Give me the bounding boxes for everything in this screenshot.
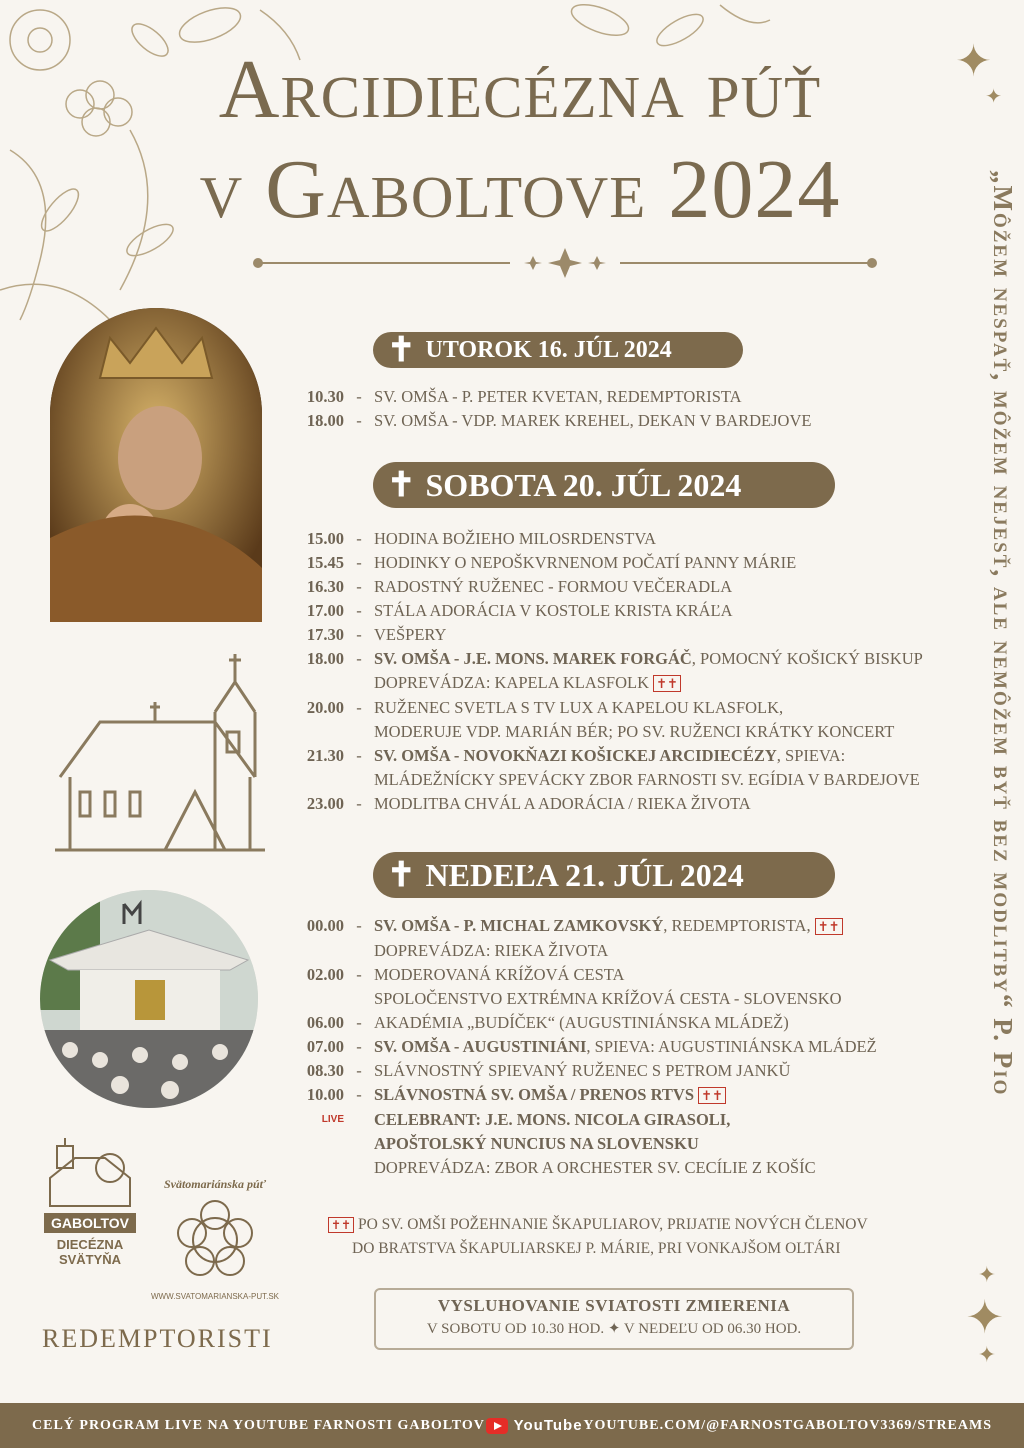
schedule-row: 02.00 - MODEROVANÁ KRÍŽOVÁ CESTA	[306, 965, 625, 984]
confession-saturday: V SOBOTU OD 10.30 HOD.	[426, 1321, 605, 1337]
day-label: UTOROK 16. JÚL 2024	[425, 336, 672, 363]
schedule-row: 18.00 - SV. OMŠA - VDP. MAREK KREHEL, DEKAN V BARDEJOVE	[306, 411, 812, 430]
day-header-sunday	[373, 852, 835, 898]
schedule-row: 16.30 - RADOSTNÝ RUŽENEC - FORMOU VEČERADLA	[306, 577, 733, 596]
schedule-sunday	[296, 914, 976, 1180]
confession-sunday: V NEDEĽU OD 06.30 HOD.	[623, 1321, 802, 1337]
schedule-row: 10.30 - SV. OMŠA - P. PETER KVETAN, REDEMPTORISTA	[306, 387, 742, 406]
youtube-play-icon	[486, 1418, 508, 1434]
youtube-logo[interactable]: YouTube	[486, 1417, 583, 1434]
schedule-row: 17.30 - VEŠPERY	[306, 625, 447, 644]
confession-title: VYSLUHOVANIE SVIATOSTI ZMIERENIA	[437, 1296, 791, 1315]
vertical-quote: „Môžem nespať, môžem nejesť, ale nemôžem byť bez modlitby“ P. Pio	[988, 170, 1018, 1097]
church-drawing	[55, 652, 265, 852]
schedule-tuesday	[296, 385, 976, 433]
schedule-row: 10.00 - SLÁVNOSTNÁ SV. OMŠA / PRENOS RTVS ✝✝	[296, 1083, 976, 1108]
scapular-icon: ✝✝	[328, 1217, 354, 1233]
footer-left-text: CELÝ PROGRAM LIVE NA YOUTUBE FARNOSTI GABOLTOV	[32, 1417, 485, 1433]
sparkle-icon: ✦	[977, 1262, 996, 1287]
cross-icon: ✝	[387, 467, 416, 504]
scapular-icon: ✝✝	[698, 1087, 726, 1104]
page-title-line1: Arcidiecézna púť	[218, 43, 822, 136]
schedule-row: 17.00 - STÁLA ADORÁCIA V KOSTOLE KRISTA KRÁĽA	[306, 601, 733, 620]
schedule-row: 18.00 - SV. OMŠA - J.E. MONS. MAREK FORGÁČ, POMOCNÝ KOŠICKÝ BISKUP	[306, 649, 923, 668]
scapular-icon: ✝✝	[653, 675, 681, 692]
schedule-row: SPOLOČENSTVO EXTRÉMNA KRÍŽOVÁ CESTA - SLOVENSKO	[374, 989, 842, 1008]
page-title-line2: v Gaboltove 2024	[199, 143, 841, 236]
schedule-row: DOPREVÁDZA: RIEKA ŽIVOTA	[374, 941, 609, 960]
youtube-url-link[interactable]: YOUTUBE.COM/@FARNOSTGABOLTOV3369/STREAMS	[583, 1417, 992, 1433]
schedule-row: DOPREVÁDZA: ZBOR A ORCHESTER SV. CECÍLIE Z KOŠÍC	[374, 1158, 816, 1177]
scapular-icon: ✝✝	[815, 918, 843, 935]
day-header-saturday	[373, 462, 835, 508]
confession-box	[374, 1288, 854, 1350]
title-divider	[250, 248, 880, 278]
day-header-tuesday	[373, 332, 743, 368]
day-label: NEDEĽA 21. JÚL 2024	[425, 856, 744, 893]
footer-bar	[0, 1403, 1024, 1448]
schedule-row: 00.00 - SV. OMŠA - P. MICHAL ZAMKOVSKÝ, REDEMPTORISTA, ✝✝	[296, 914, 976, 939]
basilica-icon	[45, 1138, 135, 1208]
altar-photo	[40, 890, 258, 1108]
schedule-row: 21.30 - SV. OMŠA - NOVOKŇAZI KOŠICKEJ ARCIDIECÉZY, SPIEVA:	[306, 746, 846, 765]
schedule-row: MLÁDEŽNÍCKY SPEVÁCKY ZBOR FARNOSTI SV. EGÍDIA V BARDEJOVE	[374, 770, 920, 789]
sparkle-icon: ✦	[985, 86, 1002, 108]
schedule-row: 23.00 - MODLITBA CHVÁL A ADORÁCIA / RIEKA ŽIVOTA	[306, 794, 751, 813]
day-label: SOBOTA 20. JÚL 2024	[425, 466, 742, 503]
schedule-row: LIVE CELEBRANT: J.E. MONS. NICOLA GIRASOLI,	[296, 1108, 976, 1132]
madonna-image	[50, 308, 262, 622]
schedule-row: 08.30 - SLÁVNOSTNÝ SPIEVANÝ RUŽENEC S PETROM JANKŬ	[306, 1061, 791, 1080]
scapular-note: ✝✝ PO SV. OMŠI POŽEHNANIE ŠKAPULIAROV, PRIJATIE NOVÝCH ČLENOV DO BRATSTVA ŠKAPULIARSKEJ P. MÁRIE, PRI VONKAJŠOM OLTÁRI	[328, 1213, 928, 1261]
sparkle-icon: ✦	[607, 1321, 624, 1337]
sparkle-icon: ✦	[965, 1292, 1004, 1343]
svatomarianska-logo: Svätomariánska púť WWW.SVATOMARIANSKA-PUT.SK	[150, 1177, 279, 1301]
schedule-row: DOPREVÁDZA: KAPELA KLASFOLK ✝✝	[296, 671, 976, 696]
schedule-row: 07.00 - SV. OMŠA - AUGUSTINIÁNI, SPIEVA: AUGUSTINIÁNSKA MLÁDEŽ	[306, 1037, 877, 1056]
live-badge: LIVE	[321, 1114, 344, 1125]
schedule-row: 15.00 - HODINA BOŽIEHO MILOSRDENSTVA	[306, 529, 657, 548]
schedule-row: 06.00 - AKADÉMIA „BUDÍČEK“ (AUGUSTINIÁNSKA MLÁDEŽ)	[306, 1013, 789, 1032]
cross-icon: ✝	[387, 857, 416, 894]
gaboltov-logo: GABOLTOV DIECÉZNA SVÄTYŇA	[44, 1138, 136, 1267]
schedule-row: MODERUJE VDP. MARIÁN BÉR; PO SV. RUŽENCI KRÁTKY KONCERT	[374, 722, 895, 741]
schedule-row: 20.00 - RUŽENEC SVETLA S TV LUX A KAPELOU KLASFOLK,	[306, 698, 784, 717]
schedule-row: 15.45 - HODINKY O NEPOŠKVRNENOM POČATÍ PANNY MÁRIE	[306, 553, 797, 572]
redemptoristi-logo: REDEMPTORISTI	[42, 1324, 273, 1353]
sparkle-icon: ✦	[955, 37, 992, 86]
schedule-row: APOŠTOLSKÝ NUNCIUS NA SLOVENSKU	[374, 1134, 699, 1153]
schedule-saturday	[296, 527, 976, 816]
sparkle-icon: ✦	[977, 1342, 996, 1367]
cross-icon: ✝	[387, 332, 416, 369]
